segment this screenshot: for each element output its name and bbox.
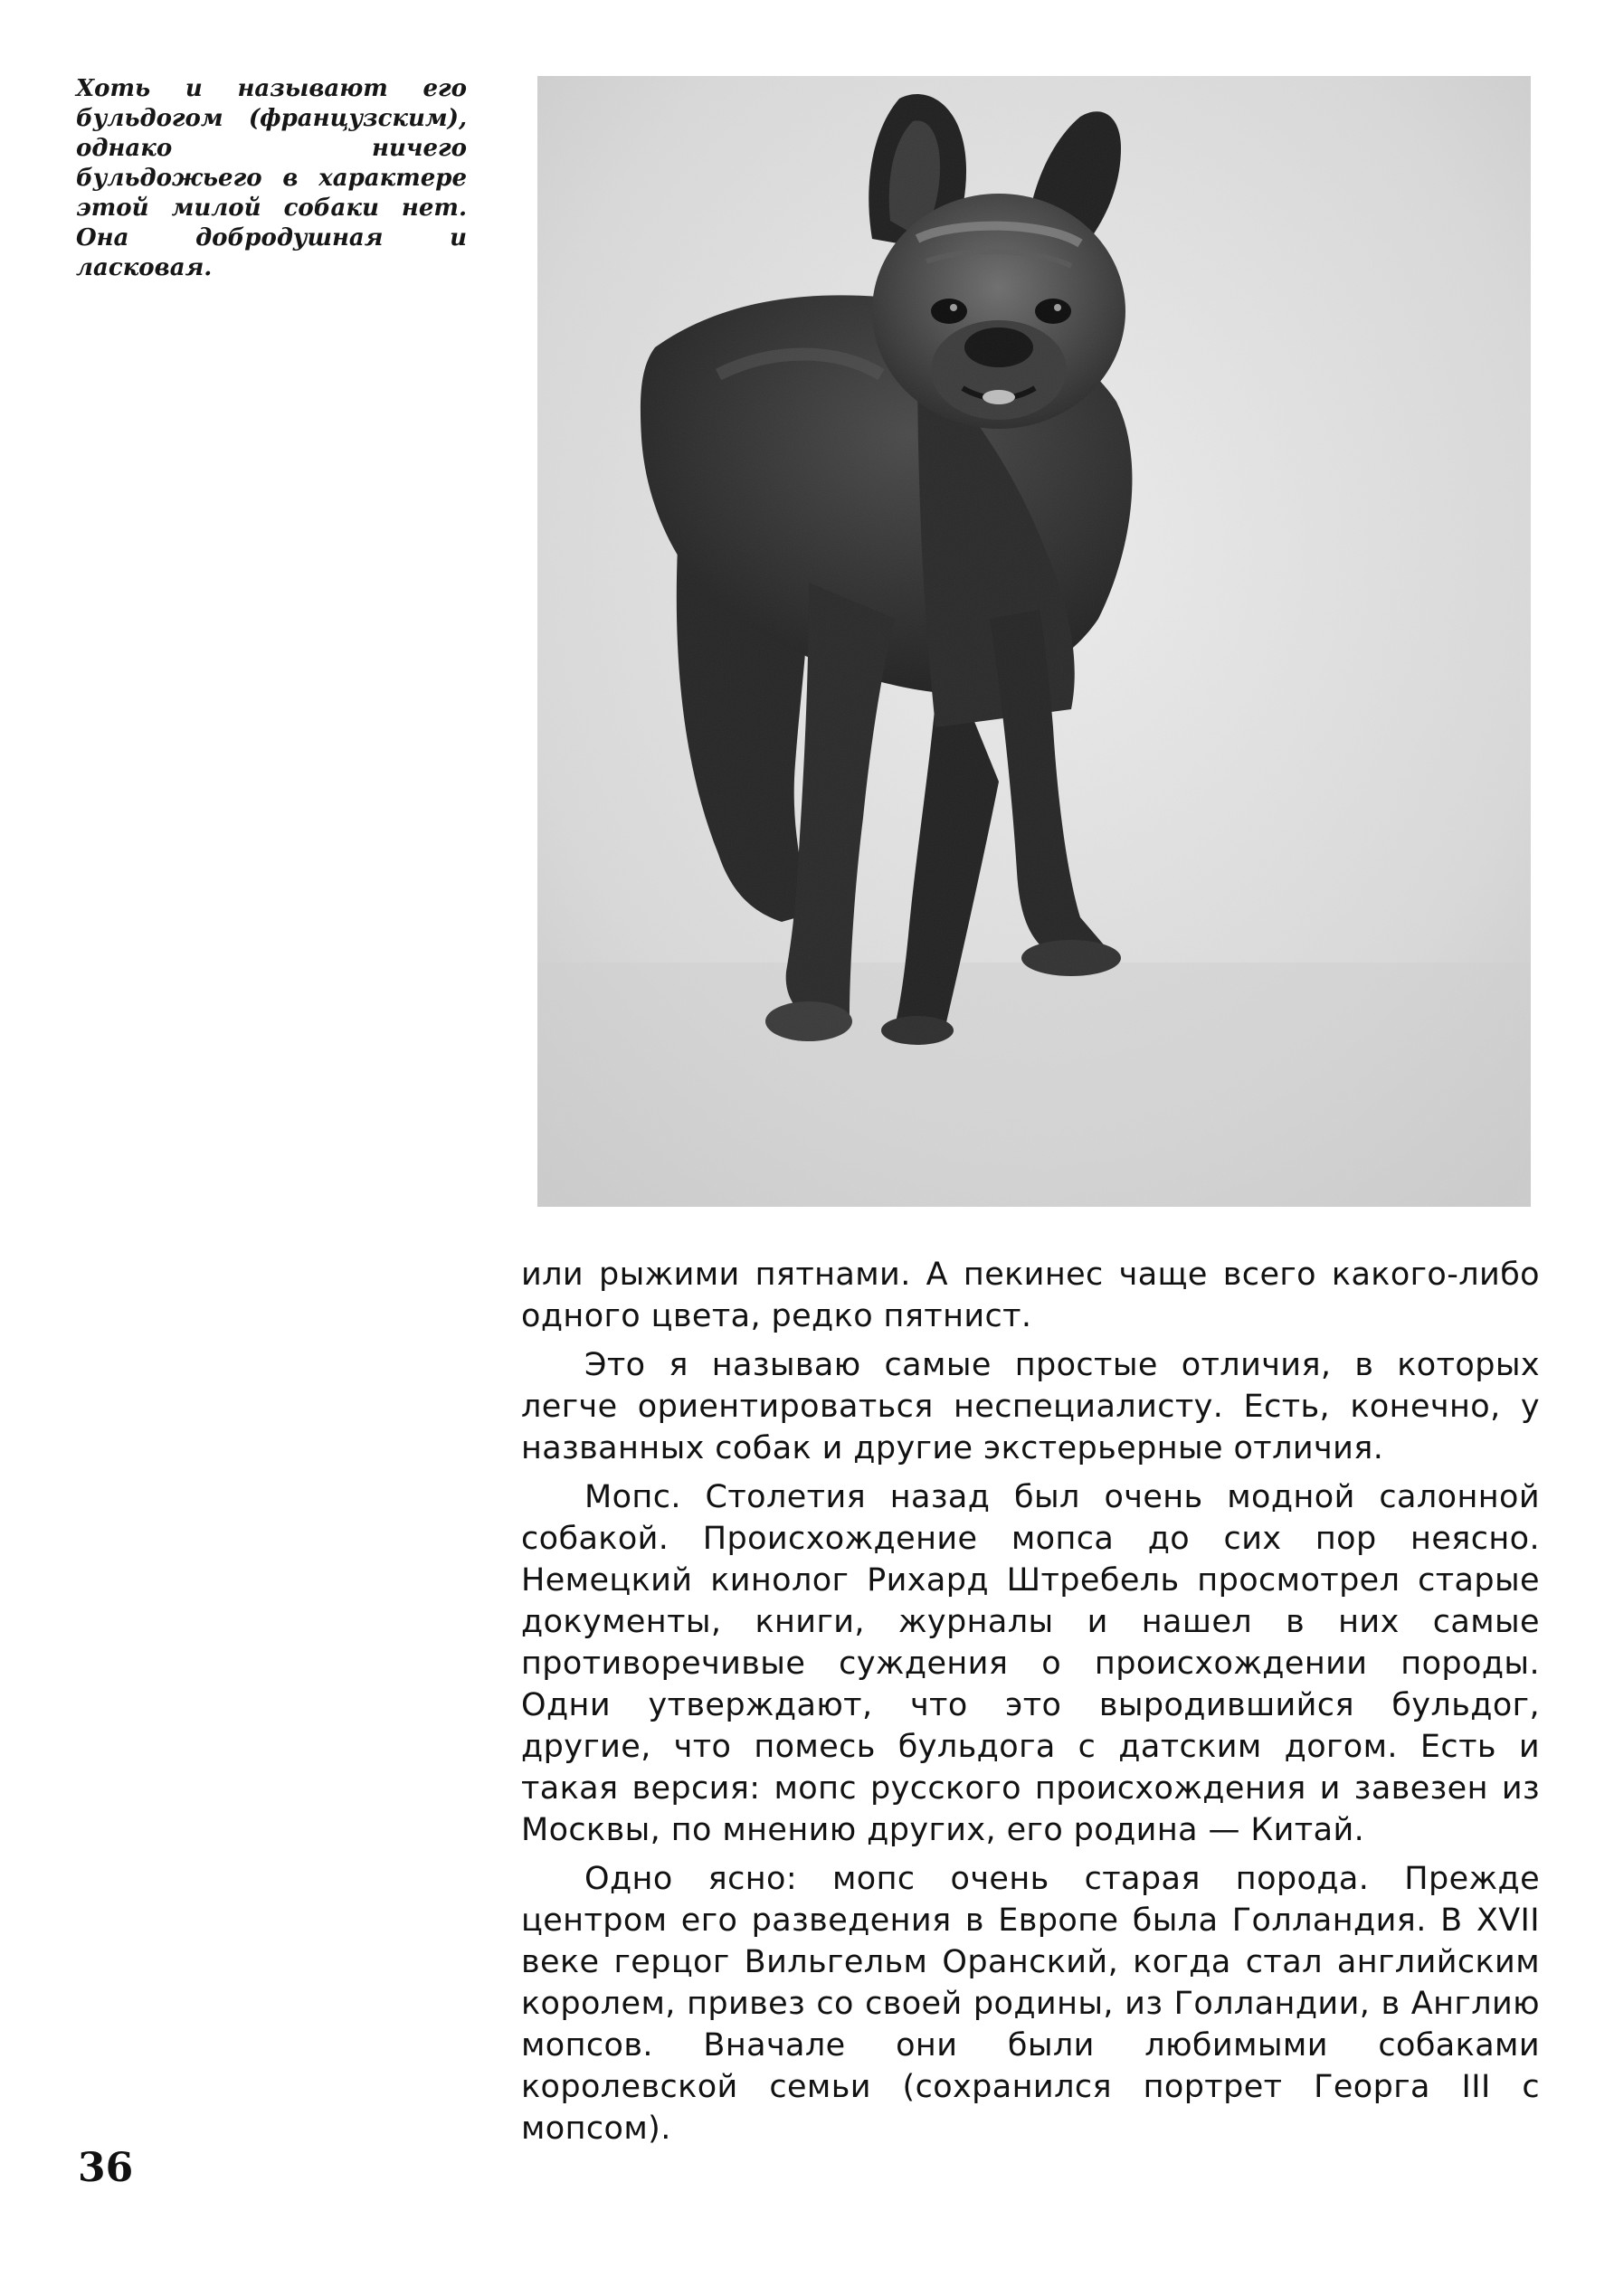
- main-text: [521, 1254, 1540, 2157]
- photo-caption: Хоть и называют его бульдогом (французским), однако ничего бульдожьего в характере этой милой собаки нет. Она добродушная и ласковая.: [76, 75, 467, 281]
- paragraph: Это я называю самые простые отличия, в которых легче ориентироваться неспециалисту. Есть, конечно, у названных собак и другие экстерьерные отличия.: [521, 1347, 1540, 1466]
- french-bulldog-photo: [537, 76, 1531, 1207]
- page-number: 36: [78, 2145, 134, 2191]
- paragraph: Мопс. Столетия назад был очень модной салонной собакой. Происхождение мопса до сих пор неясно. Немецкий кинолог Рихард Штребель просмотрел старые документы, книги, журналы и нашел в них самые противоречивые суждения о происхождении породы. Одни утверждают, что это выродившийся бульдог, другие, что помесь бульдога с датским догом. Есть и такая версия: мопс русского происхождения и завезен из Москвы, по мнению других, его родина — Китай.: [521, 1479, 1540, 1848]
- paragraph: Одно ясно: мопс очень старая порода. Прежде центром его разведения в Европе была Голландия. В XVII веке герцог Вильгельм Оранский, когда стал английским королем, привез со своей родины, из Голландии, в Англию мопсов. Вначале они были любимыми собаками королевской семьи (сохранился портрет Георга III с мопсом).: [521, 1861, 1540, 2147]
- paragraph: или рыжими пятнами. А пекинес чаще всего какого-либо одного цвета, редко пятнист.: [521, 1257, 1540, 1334]
